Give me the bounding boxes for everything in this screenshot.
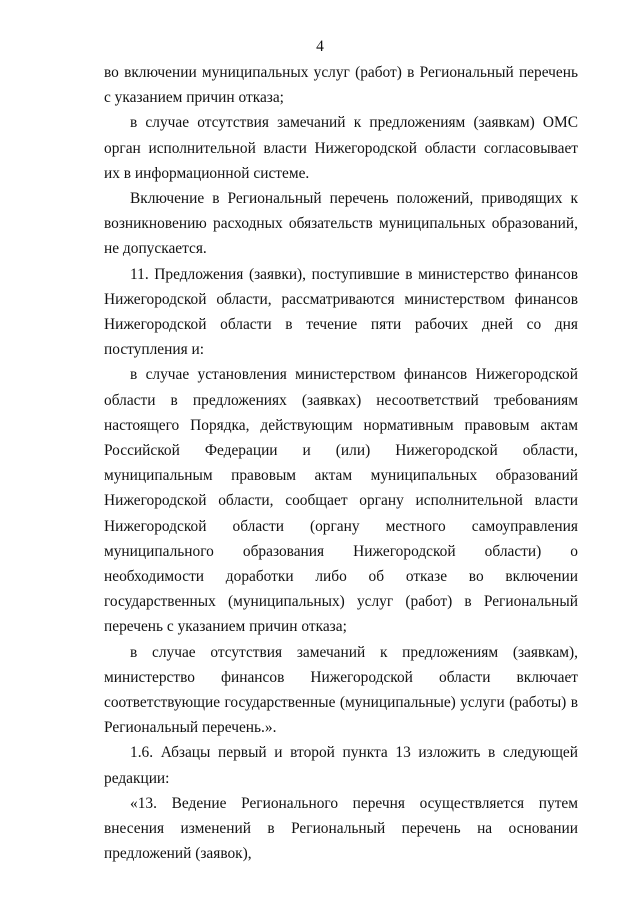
document-body bbox=[104, 60, 578, 867]
paragraph-inclusion-prohibition: Включение в Региональный перечень положений, приводящих к возникновению расходных обязательств муниципальных образований, не допускается. bbox=[104, 190, 578, 258]
page-number: 4 bbox=[316, 38, 324, 55]
paragraph-item-11: 11. Предложения (заявки), поступившие в министерство финансов Нижегородской области, рассматриваются министерством финансов Нижегородской области в течение пяти рабочих дней со дня поступления и: bbox=[104, 265, 578, 359]
paragraph-item-1-6: 1.6. Абзацы первый и второй пункта 13 изложить в следующей редакции: bbox=[104, 744, 578, 787]
paragraph-item-13: «13. Ведение Регионального перечня осуществляется путем внесения изменений в Региональный перечень на основании предложений (заявок), bbox=[104, 794, 578, 863]
paragraph-no-remarks-oms: в случае отсутствия замечаний к предложениям (заявкам) ОМС орган исполнительной власти Нижегородской области согласовывает их в информационной системе. bbox=[104, 114, 578, 182]
paragraph-no-remarks-ministry: в случае отсутствия замечаний к предложениям (заявкам), министерство финансов Нижегородской области включает соответствующие государственные (муниципальные) услуги (работы) в Региональный перечень.». bbox=[104, 643, 578, 737]
paragraph-continuation: во включении муниципальных услуг (работ) в Региональный перечень с указанием причин отказа; bbox=[104, 64, 578, 107]
paragraph-nonconformity-case: в случае установления министерством финансов Нижегородской области в предложениях (заявках) несоответствий требованиям настоящего Порядка, действующим нормативным правовым актам Российской Федерации и (или) Нижегородской области, муниципальным правовым актам муниципальных образований Нижегородской области, сообщает органу исполнительной власти Нижегородской области (органу местного самоуправления муниципального образования Нижегородской области) о необходимости доработки либо об отказе во включении государственных (муниципальных) услуг (работ) в Региональный перечень с указанием причин отказа; bbox=[104, 366, 578, 636]
